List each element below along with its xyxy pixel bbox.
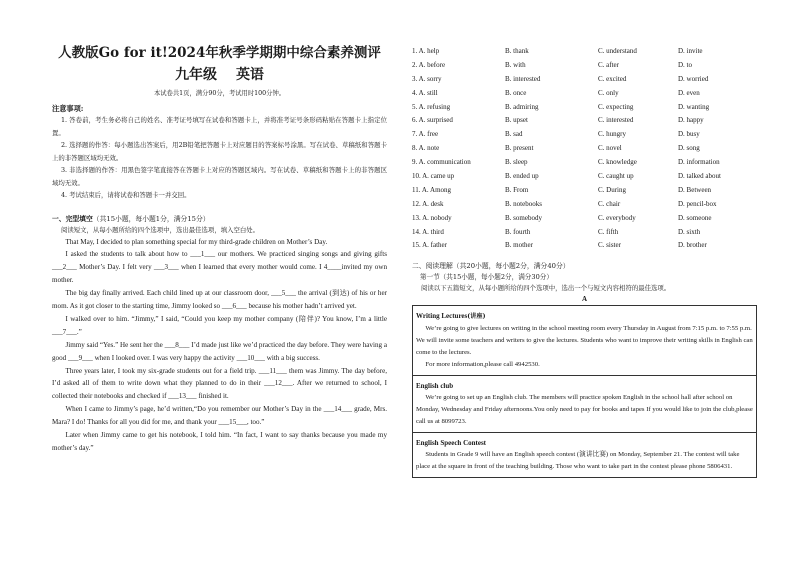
cloze-paragraph: Jimmy said “Yes.” He sent her the ___8___ I’d made just like we’d practiced the day before. They were having a good ___9___ when I looked over. I was very happy the activity ___10___ with a big success. xyxy=(52,340,387,362)
exam-subtitle xyxy=(52,65,387,85)
choice-option: 9. A. communication xyxy=(412,158,471,167)
notice-text: We’re going to give lectures on writing in the school meeting room every Thursday in August from 7:15 p.m. to 7:55 p.m. We will invite some teachers and writers to give the lectures. Students who want to improve their writing skills in English can come to the lectures. xyxy=(416,325,753,357)
section1-heading xyxy=(52,214,387,225)
left-column xyxy=(52,44,387,455)
choice-row xyxy=(412,197,757,211)
choice-option: C. During xyxy=(598,185,626,194)
choice-option: D. busy xyxy=(678,130,700,139)
choice-option: D. information xyxy=(678,158,720,167)
choice-option: 2. A. before xyxy=(412,60,446,69)
choice-row xyxy=(412,225,757,239)
choice-option: 12. A. desk xyxy=(412,199,444,208)
choice-option: B. sad xyxy=(505,130,523,139)
cloze-paragraph: I asked the students to talk about how to ___1___ our mothers. We practiced singing songs and giving gifts ___2___ Mother’s Day. I felt very ___3___ when I learned that every mother would come. I 4____invited my own mother. xyxy=(52,250,387,285)
choice-row xyxy=(412,155,757,169)
choice-option: B. ended up xyxy=(505,171,539,180)
cloze-paragraph: That May, I decided to plan something special for my third-grade children on Mother’s Day. xyxy=(65,237,328,246)
choice-option: 7. A. free xyxy=(412,130,439,139)
choice-option: D. happy xyxy=(678,116,704,125)
choice-row xyxy=(412,86,757,100)
cloze-paragraph: Later when Jimmy came to get his notebook, I told him. “In fact, I want to say thanks because you made my mother’s day.” xyxy=(52,431,387,452)
choice-option: D. even xyxy=(678,88,700,97)
choice-option: B. with xyxy=(505,60,526,69)
choice-option: B. mother xyxy=(505,241,533,250)
choice-option: D. pencil-box xyxy=(678,199,717,208)
notice-text: Students in Grade 9 will have an English speech contest (演讲比赛) on Monday, September 21. The contest will take place at the square in front of the teaching building. Those who want to take part in the contest please phone 5806431. xyxy=(416,451,740,471)
notice-title-cn: (讲座) xyxy=(467,313,486,321)
choice-option: C. hungry xyxy=(598,130,626,139)
choice-option: B. once xyxy=(505,88,527,97)
notes-title: 注意事项: xyxy=(52,104,84,113)
choice-option: D. Between xyxy=(678,185,712,194)
choice-option: C. understand xyxy=(598,46,637,55)
choice-option: C. interested xyxy=(598,116,634,125)
notice-title: English club xyxy=(416,382,454,391)
choice-option: 15. A. father xyxy=(412,241,447,250)
section2-instruction: 阅读以下五篇短文，从每小题所给的四个选项中，选出一个与短文内容相符的最佳选项。 xyxy=(420,284,671,293)
notice-title: English Speech Contest xyxy=(416,439,487,448)
choice-option: C. chair xyxy=(598,199,621,208)
choice-option: B. fourth xyxy=(505,227,531,236)
choice-option: 13. A. nobody xyxy=(412,213,452,222)
cloze-paragraph: The big day finally arrived. Each child lined up at our classroom door, ___5___ the arrival (到达) of his or her mom. As it got closer to the starting time, Jimmy looked so ___6___ because his mother hadn’t arrived yet. xyxy=(52,289,387,311)
choice-option: C. excited xyxy=(598,74,627,83)
choice-option: C. fifth xyxy=(598,227,619,236)
choice-option: B. interested xyxy=(505,74,541,83)
cloze-paragraph: Three years later, I took my six-grade students out for a field trip. ___11___ them was Jimmy. The day before, I’d asked all of them to write down what they planned to do in their ___12___. After we returned to school, I collected their notebooks and checked if ___13___ finished it. xyxy=(52,366,387,401)
choice-row xyxy=(412,113,757,127)
choice-option: 5. A. refusing xyxy=(412,102,451,111)
notice-title xyxy=(416,310,753,323)
right-column xyxy=(412,44,757,478)
section1-instruction: 阅读短文，从每小题所给的四个选项中，选出最佳选项，填入空白处。 xyxy=(60,225,260,234)
choice-option: 6. A. surprised xyxy=(412,116,453,125)
choice-option: 4. A. still xyxy=(412,88,438,97)
choice-row xyxy=(412,58,757,72)
choice-option: B. somebody xyxy=(505,213,542,222)
choice-option: C. only xyxy=(598,88,619,97)
notice-boxes xyxy=(412,305,757,478)
choices-table xyxy=(412,44,757,252)
section1-score: （共15小题，每小题1分，满分15分） xyxy=(92,214,210,223)
notice-box-writing-lectures xyxy=(413,306,756,376)
choice-option: D. brother xyxy=(678,241,707,250)
choice-option: 14. A. third xyxy=(412,227,444,236)
choice-option: 11. A. Among xyxy=(412,185,452,194)
choice-option: B. sleep xyxy=(505,158,528,167)
choice-option: C. expecting xyxy=(598,102,634,111)
note-item: 3. 非选择题的作答：用黑色签字笔直接答在答题卡上对应的答题区域内。写在试卷、草稿纸和答题卡上的非答题区域均无效。 xyxy=(52,166,387,187)
choice-option: 1. A. help xyxy=(412,46,440,55)
notice-box-english-club xyxy=(413,376,756,433)
notice-title-text: Writing Lectures xyxy=(416,312,468,321)
passage-label: A xyxy=(581,295,588,304)
choice-option: D. invite xyxy=(678,46,703,55)
choice-row xyxy=(412,169,757,183)
choice-row xyxy=(412,72,757,86)
choice-option: B. upset xyxy=(505,116,528,125)
choice-option: 3. A. sorry xyxy=(412,74,442,83)
subject-label: 英语 xyxy=(235,67,264,83)
choice-option: C. sister xyxy=(598,241,621,250)
choice-option: C. caught up xyxy=(598,171,634,180)
note-item: 1. 答卷前，考生务必将自己的姓名、准考证号填写在试卷和答题卡上，并将准考证号条形码粘贴在答题卡上指定位置。 xyxy=(52,116,387,137)
note-item: 4. 考试结束后，请将试卷和答题卡一并交回。 xyxy=(60,191,191,199)
choice-option: D. worried xyxy=(678,74,709,83)
grade-label: 九年级 xyxy=(175,67,218,83)
choice-option: 8. A. note xyxy=(412,144,440,153)
choice-row xyxy=(412,100,757,114)
choice-row xyxy=(412,127,757,141)
choice-option: B. present xyxy=(505,144,534,153)
choice-option: D. wanting xyxy=(678,102,710,111)
choice-option: 10. A. came up xyxy=(412,171,455,180)
choice-option: D. to xyxy=(678,60,692,69)
section2-subheading: 第一节（共15小题，每小题2分，满分30分） xyxy=(419,273,553,282)
cloze-paragraph: I walked over to him. “Jimmy,” I said, “Could you keep my mother company (陪伴)? You know, I’m a little ___7___.” xyxy=(52,314,387,336)
choice-row xyxy=(412,141,757,155)
section2-heading: 二、阅读理解（共20小题，每小题2分，满分40分） xyxy=(412,262,570,271)
note-item: 2. 选择题的作答：每小题选出答案后，用2B铅笔把答题卡上对应题目的答案标号涂黑。写在试卷、草稿纸和答题卡上的非答题区域均无效。 xyxy=(52,141,387,162)
choice-option: B. From xyxy=(505,185,529,194)
choice-option: D. song xyxy=(678,144,700,153)
notice-text: We’re going to set up an English club. The members will practice spoken English in the school hall after school on Monday, Wednesday and Friday afternoons.You only need to pay for books and tapes If you would like to join the club,please call us at 8099723. xyxy=(416,394,753,426)
cloze-paragraph: When I came to Jimmy’s page, he’d written,“Do you remember our Mother’s Day in the ___14___ grade, Mrs. Mara? I do! Thanks for all you did for me, and thank your ___15___, too.” xyxy=(52,405,387,427)
section1-title: 一、完型填空 xyxy=(52,214,93,223)
choice-option: C. novel xyxy=(598,144,622,153)
choice-option: D. someone xyxy=(678,213,712,222)
choice-option: C. knowledge xyxy=(598,158,637,167)
choice-option: B. thank xyxy=(505,46,529,55)
exam-title: 人教版Go for it!2024年秋季学期期中综合素养测评 xyxy=(58,45,381,61)
exam-meta: 本试卷共1页，满分90分，考试用时100分钟。 xyxy=(153,90,286,97)
choice-row xyxy=(412,211,757,225)
choice-option: D. talked about xyxy=(678,171,721,180)
notice-text-contact: For more information,please call 4942530. xyxy=(425,361,540,369)
choice-option: D. sixth xyxy=(678,227,701,236)
notice-box-speech-contest xyxy=(413,433,756,477)
choice-row xyxy=(412,238,757,252)
choice-option: C. everybody xyxy=(598,213,636,222)
choice-option: B. admiring xyxy=(505,102,539,111)
choice-row xyxy=(412,44,757,58)
choice-row xyxy=(412,183,757,197)
choice-option: B. notebooks xyxy=(505,199,542,208)
choice-option: C. after xyxy=(598,60,619,69)
